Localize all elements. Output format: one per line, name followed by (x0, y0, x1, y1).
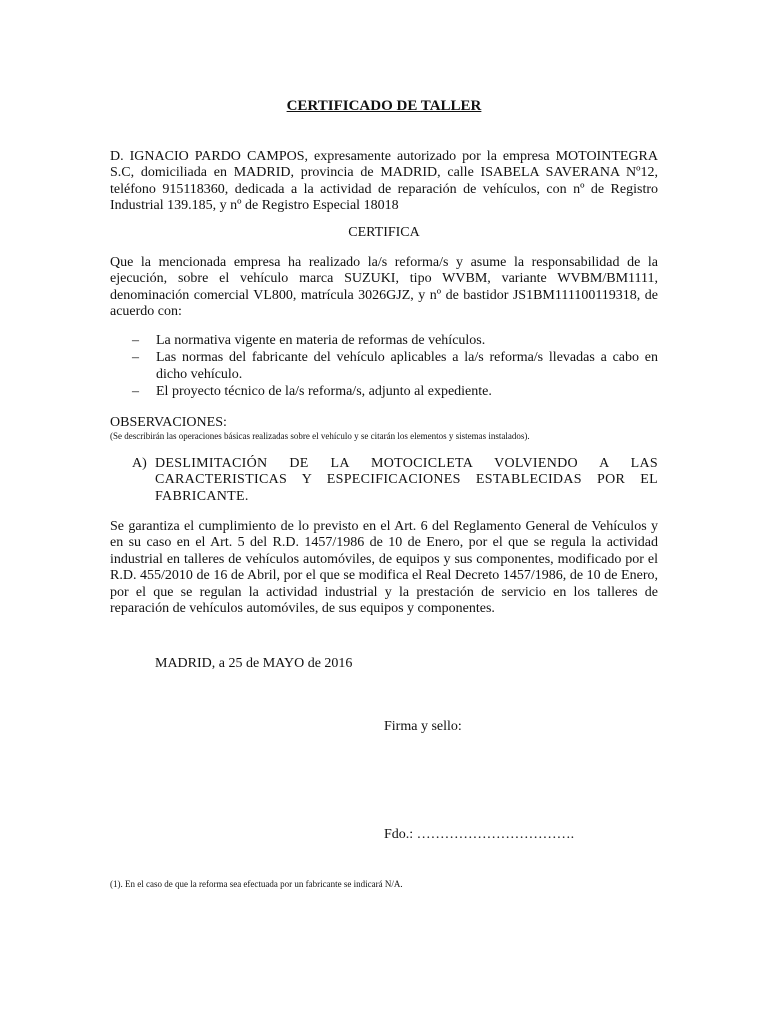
list-item-text: Las normas del fabricante del vehículo aplicables a la/s reforma/s llevadas a cabo en dicho vehículo. (156, 350, 658, 382)
observaciones-title: OBSERVACIONES: (110, 415, 227, 430)
bullet-dash: – (132, 350, 139, 366)
place-and-date: MADRID, a 25 de MAYO de 2016 (155, 656, 353, 671)
compliance-list (110, 333, 658, 402)
list-item-text: La normativa vigente en materia de reformas de vehículos. (156, 333, 486, 348)
intro-paragraph: D. IGNACIO PARDO CAMPOS, expresamente autorizado por la empresa MOTOINTEGRA S.C, domiciliada en MADRID, provincia de MADRID, calle ISABELA SAVERANA Nº12, teléfono 915118360, dedicada a la actividad de reparación de vehículos, con nº de Registro Industrial 139.185, y nº de Registro Especial 18018 (110, 149, 658, 214)
guarantee-paragraph: Se garantiza el cumplimiento de lo previsto en el Art. 6 del Reglamento General de Vehículos y en su caso en el Art. 5 del R.D. 1457/1986 de 10 de Enero, por el que se regula la actividad industrial en talleres de vehículos automóviles, de equipos y sus componentes, modificado por el R.D. 455/2010 de 16 de Abril, por el que se modifica el Real Decreto 1457/1986, de 10 de Enero, por el que se regulan la actividad industrial y la prestación de servicio en los talleres de reparación de vehículos automóviles, de sus equipos y componentes. (110, 519, 658, 617)
document-title: CERTIFICADO DE TALLER (286, 98, 482, 114)
list-item-text: El proyecto técnico de la/s reforma/s, adjunto al expediente. (156, 384, 492, 400)
signed-by-line: Fdo.: ……………………………. (384, 827, 575, 842)
list-item (110, 350, 658, 383)
certifica-heading: CERTIFICA (348, 225, 420, 240)
observaciones-note: (Se describirán las operaciones básicas realizadas sobre el vehículo y se citarán los elementos y sistemas instalados). (110, 431, 530, 441)
observation-item-a (132, 456, 658, 505)
item-text: DESLIMITACIÓN DE LA MOTOCICLETA VOLVIENDO A LAS CARACTERISTICAS Y ESPECIFICACIONES ESTABLECIDAS POR EL FABRICANTE. (155, 456, 658, 504)
bullet-dash: – (132, 384, 139, 400)
bullet-dash: – (132, 333, 139, 348)
list-item (110, 333, 658, 349)
signature-label: Firma y sello: (384, 719, 462, 734)
item-letter: A) (132, 456, 147, 471)
list-item (110, 384, 658, 400)
footnote: (1). En el caso de que la reforma sea efectuada por un fabricante se indicará N/A. (110, 879, 403, 889)
certifica-paragraph: Que la mencionada empresa ha realizado la/s reforma/s y asume la responsabilidad de la ejecución, sobre el vehículo marca SUZUKI, tipo WVBM, variante WVBM/BM1111, denominación comercial VL800, matrícula 3026GJZ, y nº de bastidor JS1BM111100119318, de acuerdo con: (110, 255, 658, 320)
